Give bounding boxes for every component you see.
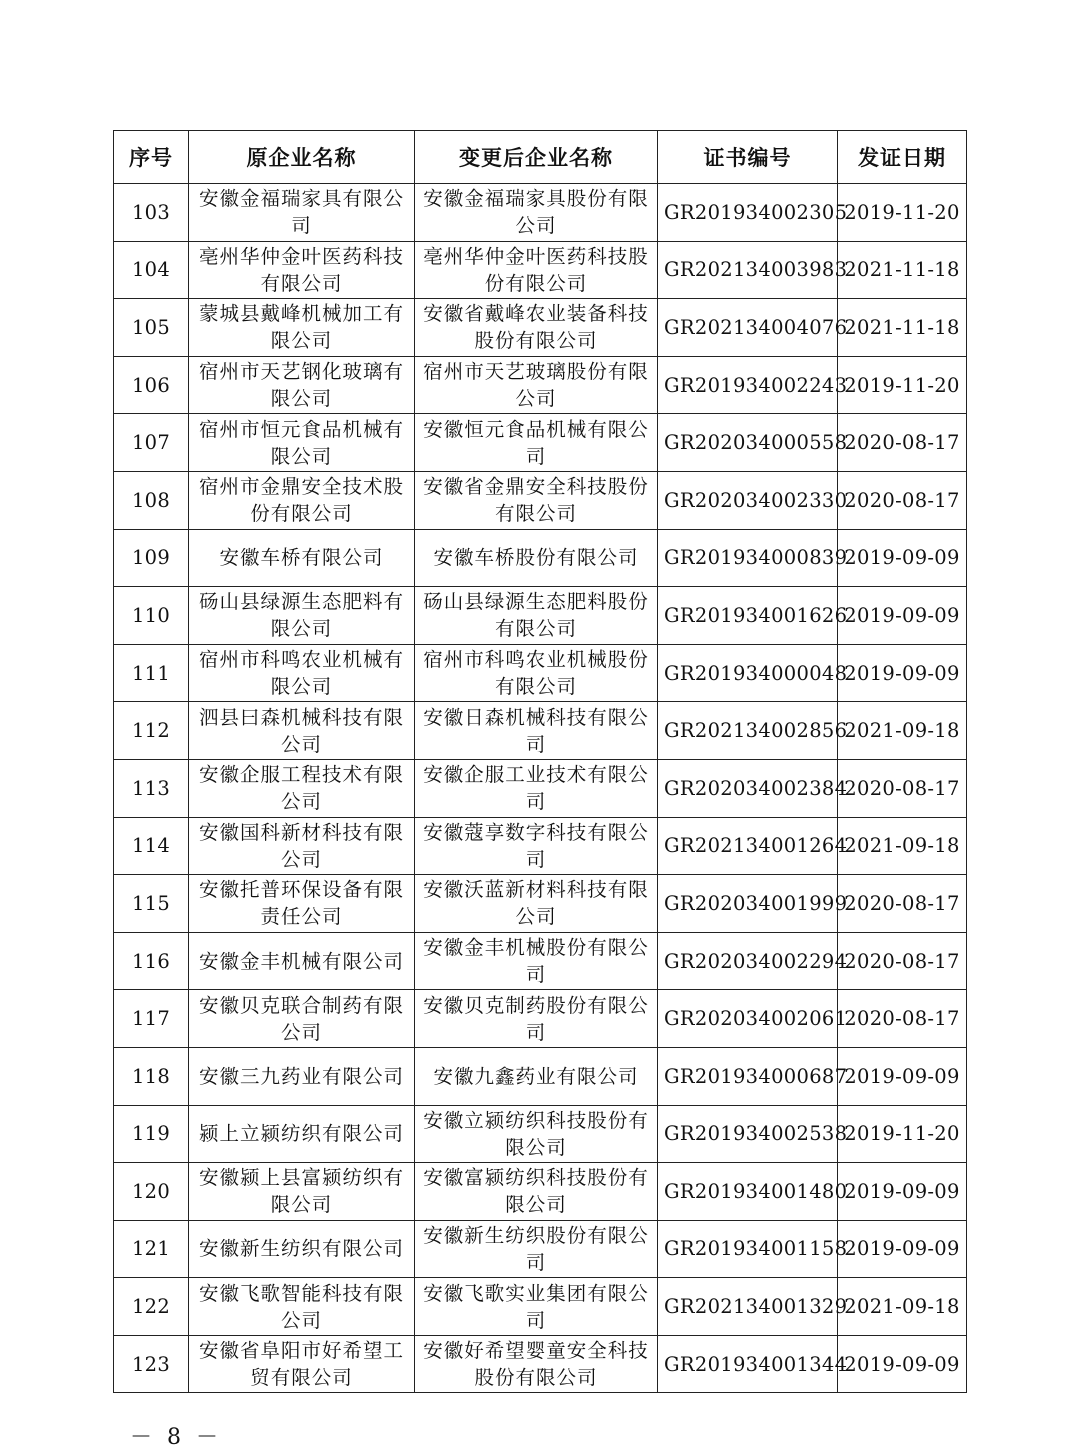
serial-number-cell: 117 [114,990,189,1048]
issue-date-cell: 2019-09-09 [838,644,967,702]
issue-date-cell: 2019-11-20 [838,1105,967,1163]
serial-number-cell: 116 [114,932,189,990]
new-name-cell: 安徽省金鼎安全科技股份有限公司 [415,471,658,529]
serial-number-cell: 118 [114,1047,189,1105]
certificate-number-cell: GR201934000839 [658,529,838,587]
certificate-number-cell: GR201934001480 [658,1163,838,1221]
table-row [114,932,967,990]
issue-date-cell: 2019-09-09 [838,529,967,587]
new-name-cell: 安徽沃蓝新材料科技有限公司 [415,875,658,933]
new-name-cell: 宿州市科鸣农业机械股份有限公司 [415,644,658,702]
issue-date-cell: 2021-09-18 [838,817,967,875]
serial-number-cell: 105 [114,299,189,357]
issue-date-cell: 2019-11-20 [838,184,967,242]
table-row [114,241,967,299]
new-name-cell: 安徽蔻享数字科技有限公司 [415,817,658,875]
certificate-number-cell: GR201934002243 [658,356,838,414]
issue-date-cell: 2020-08-17 [838,932,967,990]
new-name-cell: 安徽飞歌实业集团有限公司 [415,1278,658,1336]
certificate-number-cell: GR202034002061 [658,990,838,1048]
new-name-cell: 安徽贝克制药股份有限公司 [415,990,658,1048]
table-row [114,702,967,760]
table-row [114,1047,967,1105]
serial-number-cell: 107 [114,414,189,472]
table-row [114,587,967,645]
serial-number-cell: 120 [114,1163,189,1221]
original-name-cell: 宿州市金鼎安全技术股份有限公司 [189,471,415,529]
header-original-name: 原企业名称 [189,131,415,184]
issue-date-cell: 2020-08-17 [838,875,967,933]
serial-number-cell: 119 [114,1105,189,1163]
certificate-number-cell: GR201934002305 [658,184,838,242]
new-name-cell: 安徽企服工业技术有限公司 [415,759,658,817]
table-row [114,759,967,817]
original-name-cell: 安徽贝克联合制药有限公司 [189,990,415,1048]
table-row [114,414,967,472]
certificate-number-cell: GR202134004076 [658,299,838,357]
new-name-cell: 安徽省戴峰农业装备科技股份有限公司 [415,299,658,357]
original-name-cell: 安徽车桥有限公司 [189,529,415,587]
serial-number-cell: 106 [114,356,189,414]
table-row [114,1278,967,1336]
serial-number-cell: 108 [114,471,189,529]
certificate-number-cell: GR202034002384 [658,759,838,817]
issue-date-cell: 2021-09-18 [838,702,967,760]
original-name-cell: 宿州市恒元食品机械有限公司 [189,414,415,472]
certificate-number-cell: GR202134002856 [658,702,838,760]
original-name-cell: 安徽三九药业有限公司 [189,1047,415,1105]
table-row [114,990,967,1048]
serial-number-cell: 110 [114,587,189,645]
issue-date-cell: 2019-09-09 [838,1220,967,1278]
original-name-cell: 宿州市科鸣农业机械有限公司 [189,644,415,702]
certificate-number-cell: GR202134003983 [658,241,838,299]
serial-number-cell: 111 [114,644,189,702]
table-row [114,1163,967,1221]
original-name-cell: 颍上立颍纺织有限公司 [189,1105,415,1163]
new-name-cell: 安徽日森机械科技有限公司 [415,702,658,760]
new-name-cell: 安徽九鑫药业有限公司 [415,1047,658,1105]
new-name-cell: 安徽富颍纺织科技股份有限公司 [415,1163,658,1221]
certificate-number-cell: GR202034002294 [658,932,838,990]
header-issue-date: 发证日期 [838,131,967,184]
original-name-cell: 宿州市天艺钢化玻璃有限公司 [189,356,415,414]
certificate-number-cell: GR201934001626 [658,587,838,645]
serial-number-cell: 104 [114,241,189,299]
certificate-number-cell: GR202034002330 [658,471,838,529]
header-certificate-number: 证书编号 [658,131,838,184]
table-row [114,1105,967,1163]
certificate-number-cell: GR202034001999 [658,875,838,933]
original-name-cell: 安徽国科新材科技有限公司 [189,817,415,875]
serial-number-cell: 103 [114,184,189,242]
new-name-cell: 宿州市天艺玻璃股份有限公司 [415,356,658,414]
serial-number-cell: 122 [114,1278,189,1336]
new-name-cell: 安徽新生纺织股份有限公司 [415,1220,658,1278]
new-name-cell: 砀山县绿源生态肥料股份有限公司 [415,587,658,645]
page-number: － 8 － [130,1425,222,1450]
original-name-cell: 安徽新生纺织有限公司 [189,1220,415,1278]
table-row [114,644,967,702]
original-name-cell: 亳州华仲金叶医药科技有限公司 [189,241,415,299]
issue-date-cell: 2019-11-20 [838,356,967,414]
certificate-number-cell: GR202034000558 [658,414,838,472]
new-name-cell: 亳州华仲金叶医药科技股份有限公司 [415,241,658,299]
issue-date-cell: 2019-09-09 [838,587,967,645]
original-name-cell: 安徽颍上县富颍纺织有限公司 [189,1163,415,1221]
new-name-cell: 安徽金丰机械股份有限公司 [415,932,658,990]
table-row [114,1220,967,1278]
issue-date-cell: 2019-09-09 [838,1335,967,1393]
certificate-number-cell: GR201934002538 [658,1105,838,1163]
certificate-number-cell: GR201934001344 [658,1335,838,1393]
issue-date-cell: 2019-09-09 [838,1047,967,1105]
new-name-cell: 安徽车桥股份有限公司 [415,529,658,587]
certificate-number-cell: GR202134001264 [658,817,838,875]
serial-number-cell: 112 [114,702,189,760]
serial-number-cell: 113 [114,759,189,817]
serial-number-cell: 109 [114,529,189,587]
original-name-cell: 安徽企服工程技术有限公司 [189,759,415,817]
serial-number-cell: 121 [114,1220,189,1278]
original-name-cell: 砀山县绿源生态肥料有限公司 [189,587,415,645]
issue-date-cell: 2020-08-17 [838,990,967,1048]
table-body [114,184,967,1393]
certificate-number-cell: GR201934001158 [658,1220,838,1278]
table-row [114,299,967,357]
table-row [114,471,967,529]
issue-date-cell: 2021-09-18 [838,1278,967,1336]
certificate-number-cell: GR202134001329 [658,1278,838,1336]
issue-date-cell: 2021-11-18 [838,241,967,299]
table-row [114,1335,967,1393]
serial-number-cell: 123 [114,1335,189,1393]
table-row [114,875,967,933]
table-row [114,184,967,242]
new-name-cell: 安徽金福瑞家具股份有限公司 [415,184,658,242]
serial-number-cell: 115 [114,875,189,933]
header-serial-number: 序号 [114,131,189,184]
original-name-cell: 泗县曰森机械科技有限公司 [189,702,415,760]
new-name-cell: 安徽恒元食品机械有限公司 [415,414,658,472]
serial-number-cell: 114 [114,817,189,875]
original-name-cell: 安徽金福瑞家具有限公司 [189,184,415,242]
table-row [114,529,967,587]
original-name-cell: 安徽金丰机械有限公司 [189,932,415,990]
issue-date-cell: 2019-09-09 [838,1163,967,1221]
issue-date-cell: 2020-08-17 [838,414,967,472]
issue-date-cell: 2020-08-17 [838,471,967,529]
issue-date-cell: 2021-11-18 [838,299,967,357]
original-name-cell: 安徽省阜阳市好希望工贸有限公司 [189,1335,415,1393]
company-rename-table [113,130,967,1393]
table-header-row [114,131,967,184]
table-row [114,356,967,414]
table-row [114,817,967,875]
original-name-cell: 安徽托普环保设备有限责任公司 [189,875,415,933]
new-name-cell: 安徽好希望婴童安全科技股份有限公司 [415,1335,658,1393]
header-new-name: 变更后企业名称 [415,131,658,184]
certificate-number-cell: GR201934000048 [658,644,838,702]
certificate-number-cell: GR201934000687 [658,1047,838,1105]
new-name-cell: 安徽立颍纺织科技股份有限公司 [415,1105,658,1163]
original-name-cell: 蒙城县戴峰机械加工有限公司 [189,299,415,357]
issue-date-cell: 2020-08-17 [838,759,967,817]
original-name-cell: 安徽飞歌智能科技有限公司 [189,1278,415,1336]
